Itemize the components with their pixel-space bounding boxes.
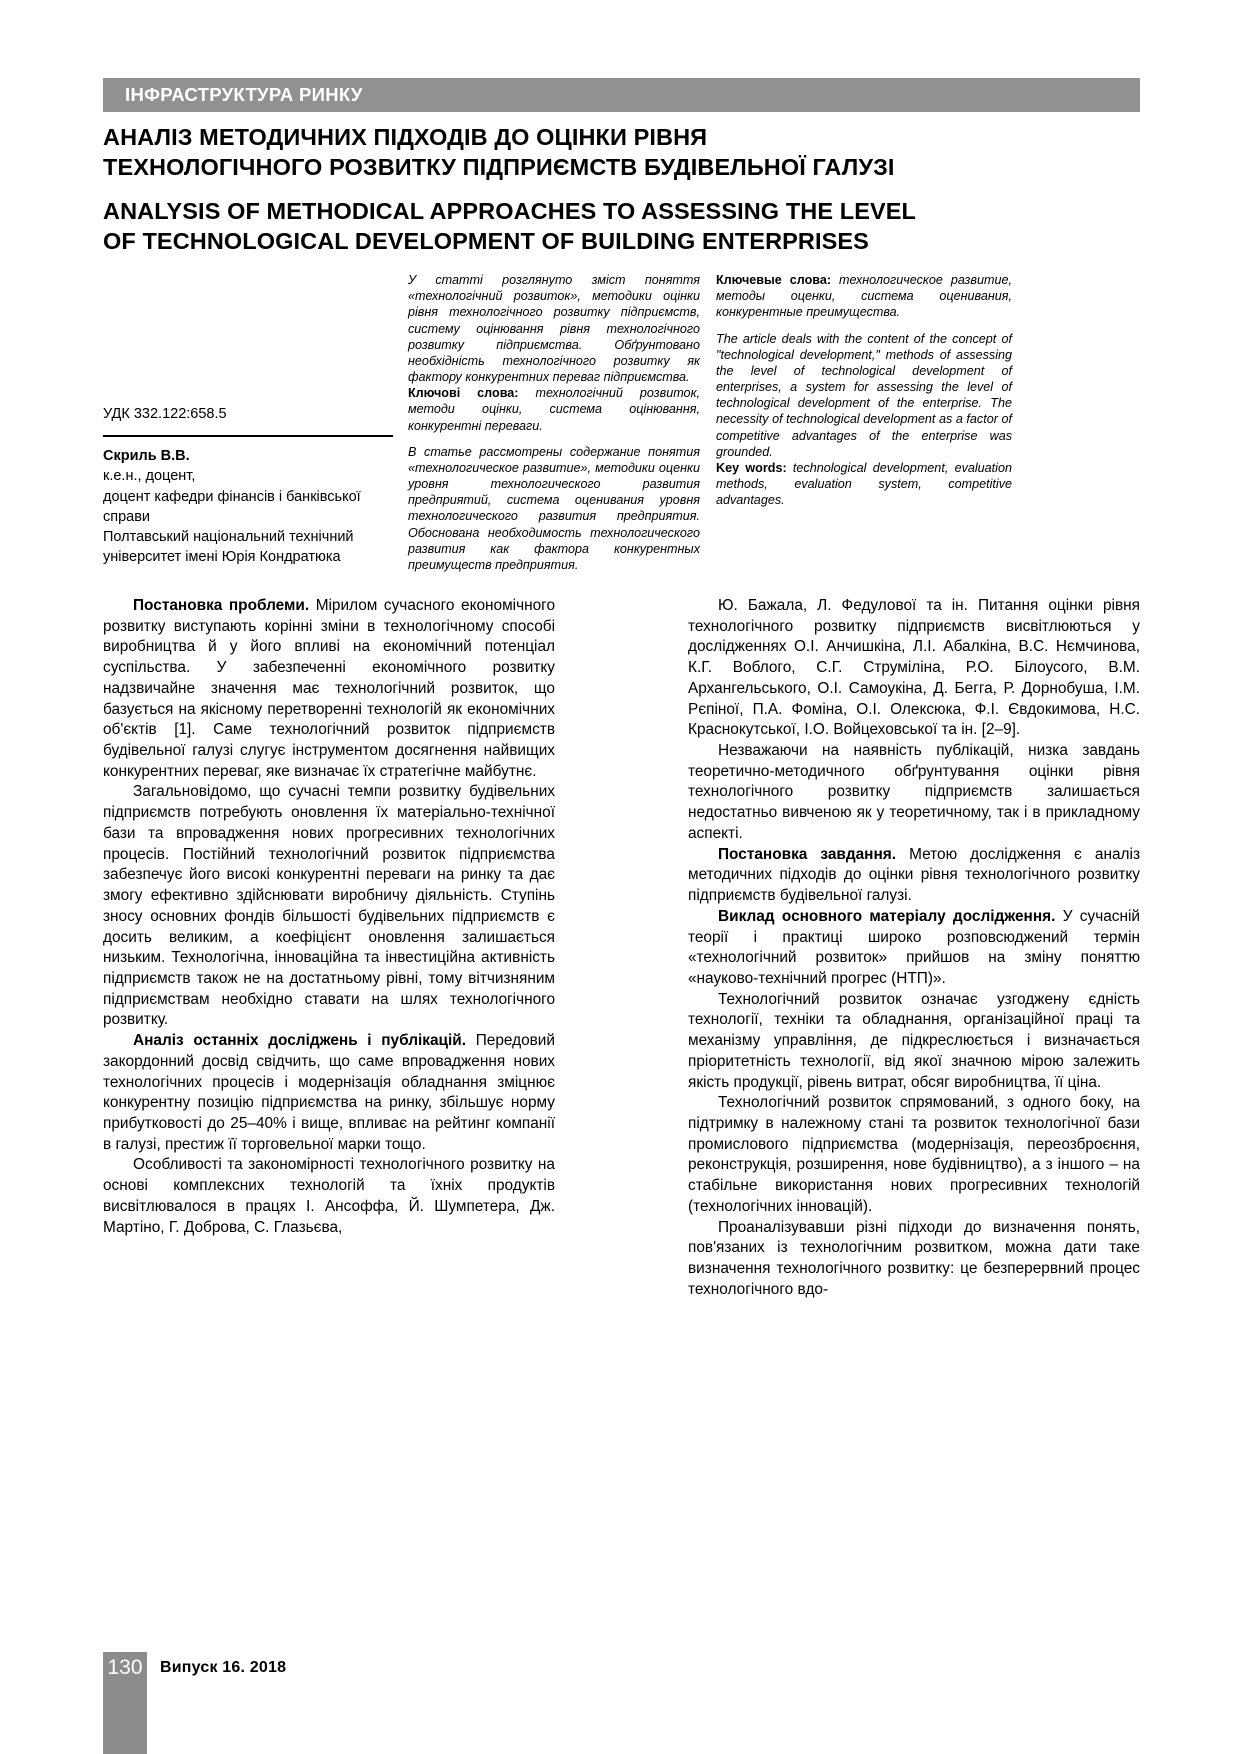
author-details xyxy=(103,446,393,568)
page-footer xyxy=(103,1652,1140,1754)
body-paragraph xyxy=(688,845,1140,907)
body-paragraph xyxy=(103,596,555,782)
journal-running-head-banner xyxy=(103,78,1140,112)
udc-code: УДК 332.122:658.5 xyxy=(103,406,227,422)
article-title-english xyxy=(103,196,1140,256)
body-paragraph xyxy=(688,596,1140,741)
body-paragraph xyxy=(688,1218,1140,1301)
body-paragraph xyxy=(103,1155,555,1238)
author-affiliation-line-1: Полтавський національний технічний xyxy=(103,529,354,546)
abstract-russian-text: В статье рассмотрены содержание понятия «технологическое развитие», методики оценки уровня технологического развития предприятий, система оценивания уровня технологического развития предприятия. Обоснована необходимость технологического развития как фактора конкурентных преимуществ предприятия. xyxy=(408,444,700,572)
abstract-column-right xyxy=(716,272,1012,518)
author-block xyxy=(103,272,393,566)
body-paragraph xyxy=(103,1031,555,1155)
paragraph-text: Метою дослідження є аналіз методичних підходів до оцінки рівня технологічного розвитку підприємств будівельної галузі. xyxy=(688,845,1141,905)
paragraph-run-in-heading: Постановка проблеми. xyxy=(133,597,310,614)
paragraph-run-in-heading: Аналіз останніх досліджень і публікацій. xyxy=(133,1032,467,1050)
body-paragraph xyxy=(688,990,1140,1094)
keywords-values-ru: технологическое развитие, методы оценки, система оценивания, конкурентные преимущества. xyxy=(716,273,1012,320)
paragraph-text: Ю. Бажала, Л. Федулової та ін. Питання оцінки рівня технологічного розвитку підприємств висвітлюються у дослідженнях О.І. Анчишкіна, Л.І. Абалкіна, В.С. Нємчинова, К.Г. Воблого, С.Г. Струміліна, Р.О. Білоусого, В.М. Архангельського, О.І. Самоукіна, Д. Бегга, Р. Дорнобуша, І.М. Рєпіної, П.А. Фоміна, О.І. Олексюка, Ф.І. Євдокимова, Н.С. Краснокутської, І.О. Войцеховської та ін. [2–9]. xyxy=(688,597,1140,739)
body-column-right xyxy=(688,596,1140,1300)
title-ua-line-1: АНАЛІЗ МЕТОДИЧНИХ ПІДХОДІВ ДО ОЦІНКИ РІВНЯ xyxy=(103,124,708,150)
page-number: 130 xyxy=(107,1656,143,1679)
journal-name: ІНФРАСТРУКТУРА РИНКУ xyxy=(125,84,363,105)
author-divider-rule xyxy=(103,435,393,437)
body-paragraph xyxy=(103,782,555,1031)
keywords-label-ru: Ключевые слова: xyxy=(716,273,832,287)
issue-label: Випуск 16. 2018 xyxy=(160,1659,287,1676)
author-name: Скриль В.В. xyxy=(103,448,190,464)
abstract-english-text: The article deals with the content of the concept of "technological development," methods of assessing the level of technological development of enterprises, a system for assessing the level of technological development of the enterprise. The necessity of technological development as a factor of competitive advantages of the enterprise was grounded. xyxy=(716,331,1012,459)
abstract-russian-keywords xyxy=(716,272,1012,321)
paragraph-run-in-heading: Постановка завдання. xyxy=(718,845,897,863)
paragraph-text: Особливості та закономірності технологічного розвитку на основі комплексних технологій та їхніх продуктів висвітлювалося в працях І. Ансоффа, Й. Шумпетера, Дж. Мартіно, Г. Доброва, С. Глазьєва, xyxy=(103,1156,555,1236)
title-ua-line-2: ТЕХНОЛОГІЧНОГО РОЗВИТКУ ПІДПРИЄМСТВ БУДІВЕЛЬНОЇ ГАЛУЗІ xyxy=(103,154,895,181)
keywords-label-ua: Ключові слова: xyxy=(408,386,519,401)
body-column-left xyxy=(103,596,555,1238)
keywords-label-en: Key words: xyxy=(716,460,787,475)
author-degree: к.е.н., доцент, xyxy=(103,468,196,485)
abstract-ukrainian-text: У статті розглянуто зміст поняття «технологічний розвиток», методики оцінки рівня технологічного розвитку підприємств, систему оцінювання рівня технологічного розвитку підприємства. Обґрунтовано необхідність технологічного розвитку як фактору конкурентних переваг підприємства. xyxy=(408,273,700,385)
title-en-line-1: ANALYSIS OF METHODICAL APPROACHES TO ASSESSING THE LEVEL xyxy=(103,198,916,225)
article-title-ukrainian xyxy=(103,122,1140,182)
author-position-line-1: доцент кафедри фінансів і банківської xyxy=(103,488,361,505)
abstract-column-left xyxy=(408,272,700,573)
paragraph-run-in-heading: Виклад основного матеріалу дослідження. xyxy=(718,907,1056,925)
body-paragraph xyxy=(688,741,1140,845)
keywords-values-en: technological development, evaluation methods, evaluation system, competitive advantages. xyxy=(716,460,1012,508)
paragraph-text: Загальновідомо, що сучасні темпи розвитку будівельних підприємств потребують оновлення їх матеріально-технічної бази та впровадження нових прогресивних технологічних процесів. Постійний технологічний розвиток підприємства забезпечує його високі конкурентні переваги на ринку та дає змогу ефективно здійснювати виробничу діяльність. Ступінь зносу основних фондів більшості будівельних підприємств є досить великим, а коефіцієнт оновлення залишається низьким. Технологічна, інноваційна та інвестиційна активність підприємств також не на достатньому рівні, тому вітчизняним підприємствам необхідно ставати на шлях технологічного розвитку. xyxy=(103,783,555,1029)
paragraph-text: Проаналізувавши різні підходи до визначення понять, пов'язаних із технологічним розвитком, можна дати таке визначення технологічного розвитку: це безперервний процес технологічного вдо- xyxy=(688,1218,1140,1298)
paragraph-text: Передовий закордонний досвід свідчить, що саме впровадження нових технологічних процесів і модернізація обладнання зміцнює конкурентну позицію підприємства на ринку, збільшує норму прибутковості до 25–40% і вище, впливає на рейтинг компанії в галузі, престиж її торговельної марки тощо. xyxy=(103,1032,556,1153)
keywords-values-ua: технологічний розвиток, методи оцінки, система оцінювання, конкурентні переваги. xyxy=(408,386,701,433)
paragraph-text: У сучасній теорії і практиці широко розповсюджений термін «технологічний розвиток» прийшов на зміну поняттю «науково-технічний прогрес (НТП)». xyxy=(688,907,1140,987)
abstract-ukrainian-keywords xyxy=(408,385,700,434)
body-paragraph xyxy=(688,1093,1140,1217)
paragraph-text: Технологічний розвиток означає узгоджену єдність технології, техніки та обладнання, організаційної праці та механізму управління, де підкреслюється і визначається пріоритетність технології, від якої значною мірою залежить якість продукції, рівень витрат, обсяг виробництва, її ціна. xyxy=(688,990,1140,1091)
body-columns xyxy=(103,596,1140,1616)
paragraph-text: Мірилом сучасного економічного розвитку виступають корінні зміни в технологічному способі виробництва й у його впливі на економічний потенціал суспільства. У забезпеченні економічного розвитку надзвичайне значення має технологічний розвиток, що базується на якісному перетворенні технологій як економічних об'єктів [1]. Саме технологічний розвиток підприємств будівельної галузі слугує інструментом досягнення найвищих конкурентних переваг, яке визначає їх стратегічне майбутнє. xyxy=(103,597,556,780)
paragraph-text: Незважаючи на наявність публікацій, низка завдань теоретично-методичного обґрунтування оцінки рівня технологічного розвитку підприємств залишається недостатньо вивченою як у теоретичному, так і в прикладному аспекті. xyxy=(688,742,1140,842)
body-paragraph xyxy=(688,907,1140,990)
title-en-line-2: OF TECHNOLOGICAL DEVELOPMENT OF BUILDING ENTERPRISES xyxy=(103,228,869,255)
author-position-line-2: справи xyxy=(103,508,151,525)
author-affiliation-line-2: університет імені Юрія Кондратюка xyxy=(103,549,341,566)
abstract-english-keywords xyxy=(716,460,1012,509)
paragraph-text: Технологічний розвиток спрямований, з одного боку, на підтримку в належному стані та розвиток технологічної бази промислового підприємства (модернізація, переозброєння, реконструкція, розширення, нове будівництво), а з іншого – на стабільне використання нових прогресивних технологій (технологічних інновацій). xyxy=(688,1094,1140,1215)
metadata-band xyxy=(103,272,1140,572)
article-titles xyxy=(103,122,1140,256)
